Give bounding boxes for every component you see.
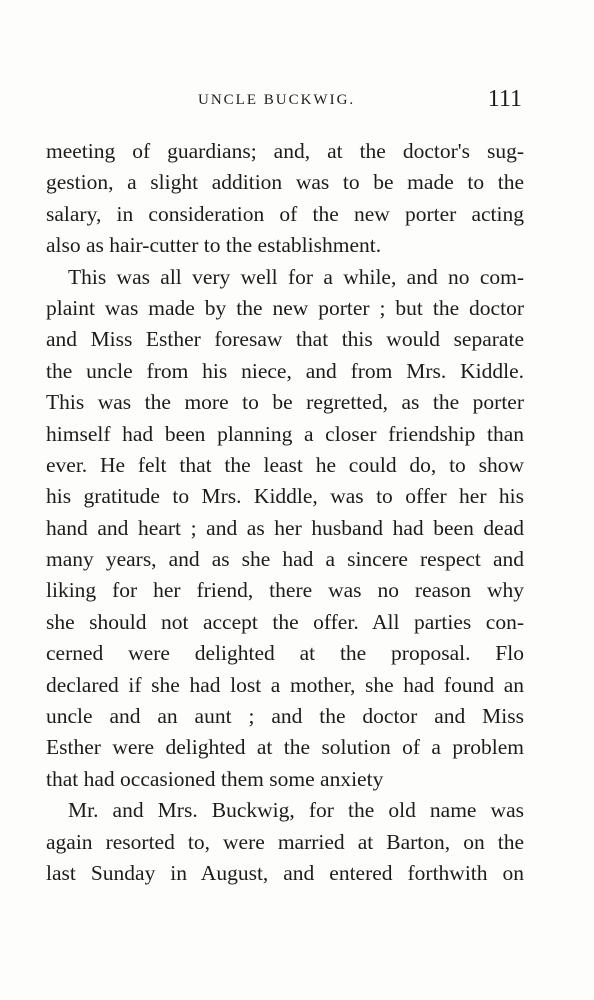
text-line: and Miss Esther foresaw that this would separate [46, 327, 524, 352]
text-line: plaint was made by the new porter ; but the doctor [46, 295, 524, 320]
text-line: meeting of guardians; and, at the doctor's sug- [46, 139, 524, 163]
text-line: salary, in consideration of the new porter acting [46, 201, 524, 226]
text-line: gestion, a slight addition was to be made to the [46, 170, 524, 195]
running-head [46, 88, 522, 118]
text-line: also as hair-cutter to the establishment. [46, 233, 382, 258]
text-line: the uncle from his niece, and from Mrs. Kiddle. [46, 358, 524, 383]
text-line: declared if she had lost a mother, she had found an [46, 672, 524, 697]
text-line: liking for her friend, there was no reason why [46, 578, 524, 603]
body-text [46, 136, 524, 889]
text-line: himself had been planning a closer friendship than [46, 421, 524, 446]
page-number: 111 [487, 86, 522, 112]
text-line: cerned were delighted at the proposal. Flo [46, 641, 524, 666]
text-line: last Sunday in August, and entered forthwith on [46, 860, 524, 885]
text-line: his gratitude to Mrs. Kiddle, was to offer her his [46, 484, 524, 509]
text-line: she should not accept the offer. All parties con- [46, 609, 524, 634]
text-line: This was all very well for a while, and no com- [68, 264, 524, 289]
running-title: UNCLE BUCKWIG. [198, 92, 356, 108]
text-line: This was the more to be regretted, as the porter [46, 390, 524, 415]
text-line: that had occasioned them some anxiety [46, 766, 384, 791]
text-line: Esther were delighted at the solution of a problem [46, 735, 524, 760]
text-line: hand and heart ; and as her husband had been dead [46, 515, 524, 540]
text-line: ever. He felt that the least he could do, to show [46, 452, 524, 477]
text-line: uncle and an aunt ; and the doctor and Miss [46, 704, 524, 729]
text-line: again resorted to, were married at Barton, on the [46, 829, 524, 854]
text-line: Mr. and Mrs. Buckwig, for the old name was [68, 798, 524, 823]
text-line: many years, and as she had a sincere respect and [46, 547, 524, 572]
